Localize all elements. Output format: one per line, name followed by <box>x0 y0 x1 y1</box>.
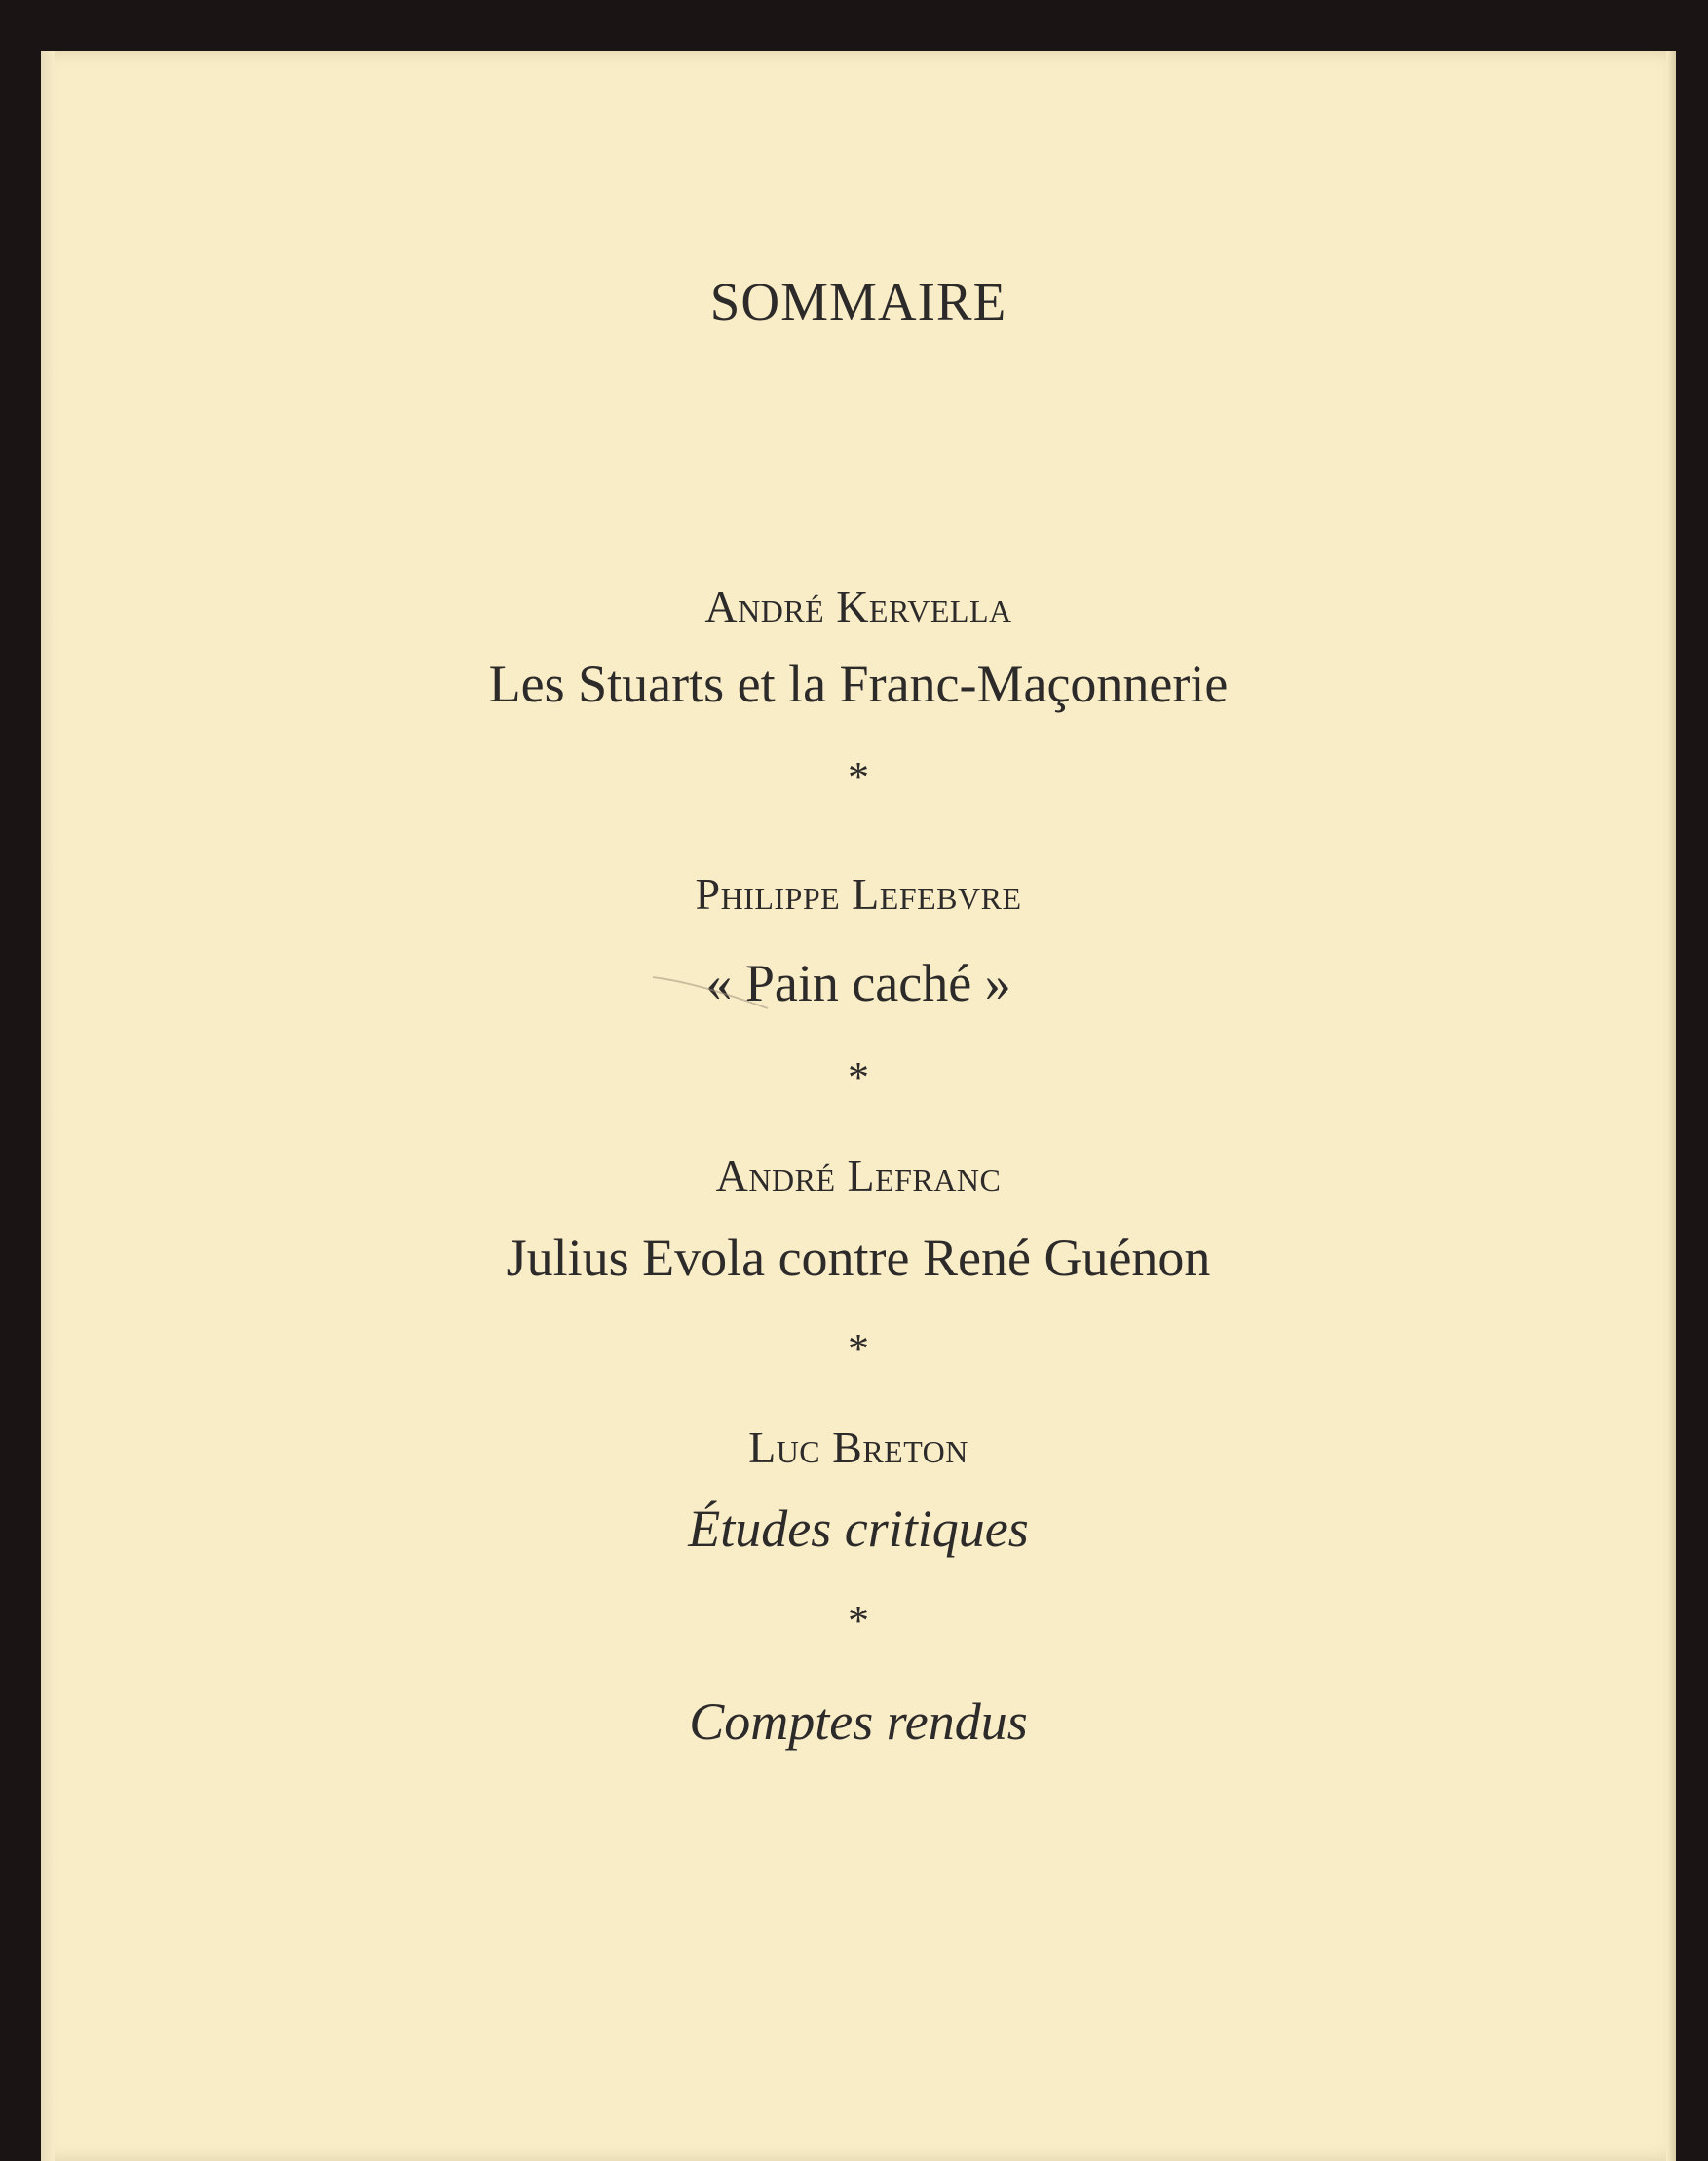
entry-1-title: Les Stuarts et la Franc-Maçonnerie <box>488 655 1229 713</box>
entry-1-author: André Kervella <box>704 582 1012 631</box>
entry-3-title: Julius Evola contre René Guénon <box>506 1229 1211 1287</box>
separator-asterisk: * <box>848 1597 869 1645</box>
table-of-contents <box>41 51 1676 2161</box>
separator-asterisk: * <box>848 1053 869 1101</box>
entry-2-author: Philippe Lefebvre <box>695 869 1022 919</box>
page-title: SOMMAIRE <box>709 272 1007 331</box>
closing-section-title: Comptes rendus <box>689 1692 1028 1751</box>
book-page <box>41 51 1676 2161</box>
entry-4-author: Luc Breton <box>748 1422 968 1472</box>
entry-2-title: « Pain caché » <box>705 954 1011 1012</box>
entry-4-title: Études critiques <box>688 1499 1029 1558</box>
separator-asterisk: * <box>848 753 869 801</box>
entry-3-author: André Lefranc <box>715 1151 1002 1200</box>
separator-asterisk: * <box>848 1325 869 1373</box>
